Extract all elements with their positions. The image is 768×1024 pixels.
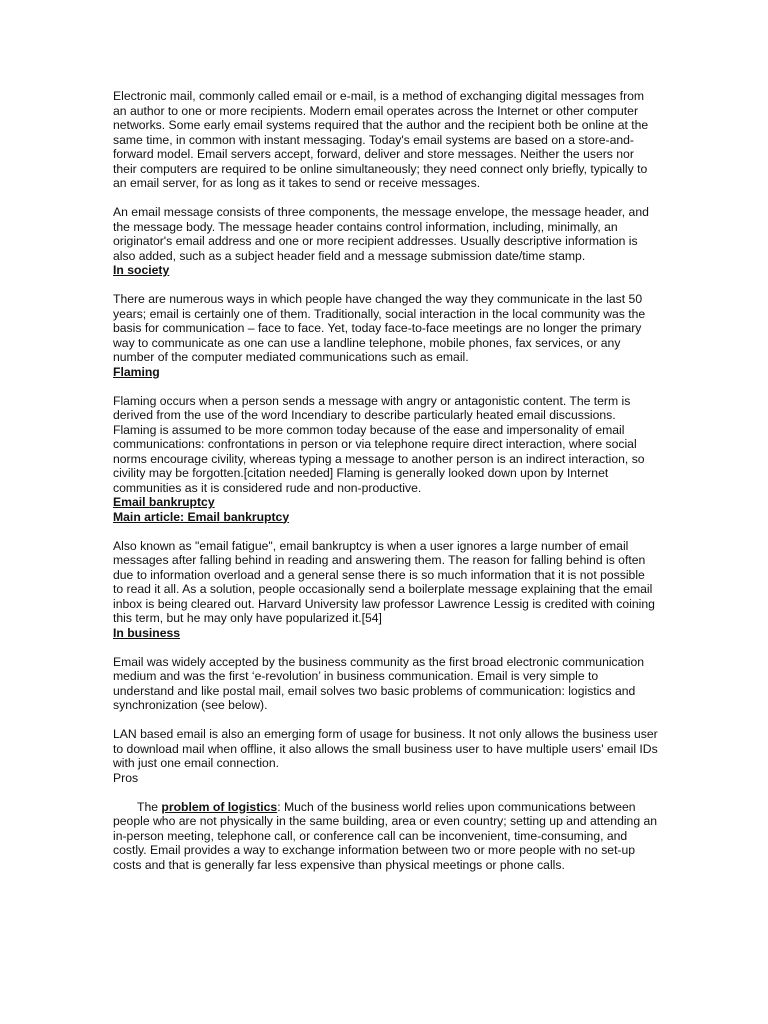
heading-flaming: Flaming (113, 364, 160, 379)
business-paragraph: Email was widely accepted by the business community as the first broad electronic communication medium and was the first ‘e-revolution’ in business communication. Email is very simple to understand and like postal mail, email solves two basic problems of communication: logistics and synchronization (see below). (113, 654, 645, 712)
heading-email-bankruptcy: Email bankruptcy (113, 495, 215, 509)
society-paragraph: There are numerous ways in which people have changed the way they communicate in the last 50 years; email is certainly one of them. Traditionally, social interaction in the local community was the basis for communication – face to face. Yet, today face-to-face meetings are no longer the primary way to communicate as one can use a landline telephone, mobile phones, fax services, or any number of the computer mediated communications such as email. (113, 292, 646, 364)
logistics-paragraph (113, 800, 658, 873)
heading-in-society: In society (113, 263, 170, 277)
main-article-link[interactable]: Main article: Email bankruptcy (113, 509, 290, 524)
heading-in-business: In business (113, 625, 181, 640)
intro-paragraph: Electronic mail, commonly called email or e-mail, is a method of exchanging digital messages from an author to one or more recipients. Modern email operates across the Internet or other computer networks. Some early email systems required that the author and the recipient both be online at the same time, in common with instant messaging. Today's email systems are based on a store-and-forward model. Email servers accept, forward, deliver and store messages. Neither the users nor their computers are required to be online simultaneously; they need connect only briefly, typically to an email server, for as long as it takes to send or receive messages. (113, 89, 649, 190)
message-components-paragraph: An email message consists of three components, the message envelope, the message header, and the message body. The message header contains control information, including, minimally, an originator's email address and one or more recipient addresses. Usually descriptive information is also added, such as a subject header field and a message submission date/time stamp. (113, 205, 649, 263)
problem-of-logistics-link[interactable]: problem of logistics (161, 799, 278, 814)
logistics-lead: The (137, 799, 159, 814)
bankruptcy-paragraph: Also known as "email fatigue", email bankruptcy is when a user ignores a large number of email messages after falling behind in reading and answering them. The reason for falling behind is often due to information overload and a general sense there is so much information that it is not possible to read it all. As a solution, people occasionally send a boilerplate message explaining that the email inbox is being cleared out. Harvard University law professor Lawrence Lessig is credited with coining this term, but he may only have popularized it.[54] (113, 538, 655, 625)
logistics-body: : Much of the business world relies upon communications between people who are not physically in the same building, area or even country; setting up and attending an in-person meeting, telephone call, or conference call can be inconvenient, time-consuming, and costly. Email provides a way to exchange information between two or more people with no set-up costs and that is generally far less expensive than physical meetings or phone calls. (113, 799, 658, 872)
flaming-paragraph: Flaming occurs when a person sends a message with angry or antagonistic content. The term is derived from the use of the word Incendiary to describe particularly heated email discussions. Flaming is assumed to be more common today because of the ease and impersonality of email communications: confrontations in person or via telephone require direct interaction, where social norms encourage civility, whereas typing a message to another person is an indirect interaction, so civility may be forgotten.[citation needed] Flaming is generally looked down upon by Internet communities as it is considered rude and non-productive. (113, 393, 645, 495)
lan-email-paragraph: LAN based email is also an emerging form of usage for business. It not only allows the business user to download mail when offline, it also allows the small business user to have multiple users' email IDs with just one email connection. (113, 727, 658, 770)
document-page (113, 89, 658, 887)
pros-label: Pros (113, 770, 139, 785)
